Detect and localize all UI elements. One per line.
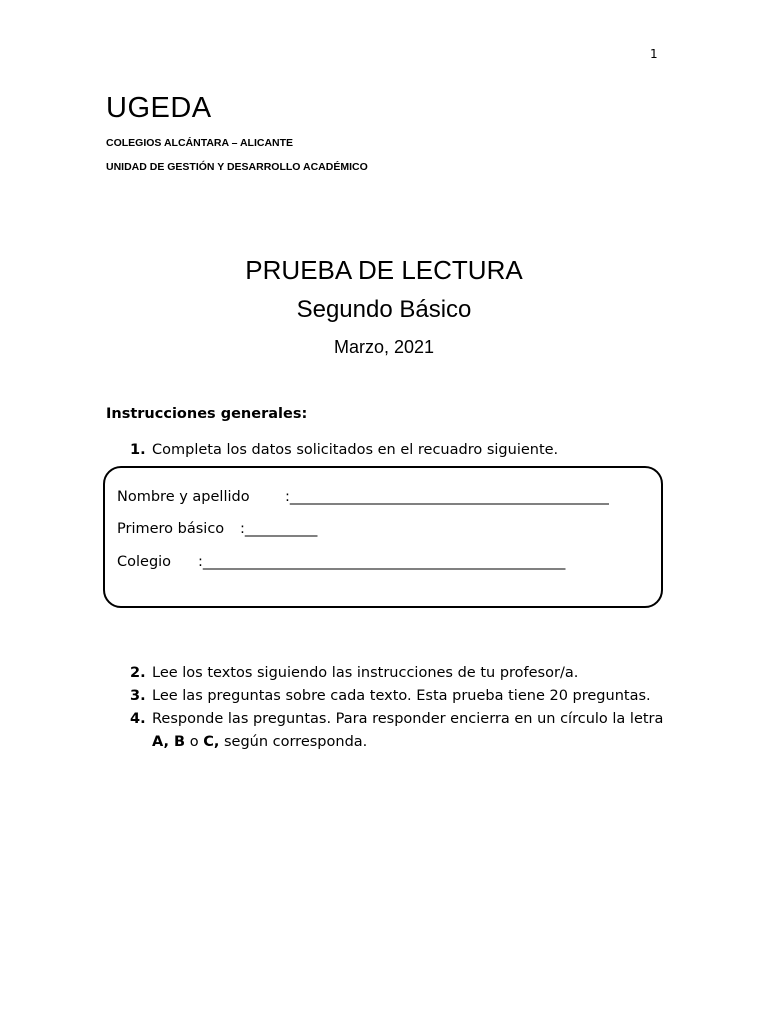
organization-title: UGEDA <box>106 92 212 124</box>
list-text: Responde las preguntas. Para responder encierra en un círculo la letra <box>152 711 664 727</box>
option-letters-ab: A, B <box>152 734 186 750</box>
page-number: 1 <box>650 47 658 61</box>
school-name: COLEGIOS ALCÁNTARA – ALICANTE <box>106 137 294 149</box>
name-field-row <box>117 489 609 505</box>
list-item <box>130 439 690 462</box>
list-item <box>130 662 690 685</box>
instructions-heading-text: Instrucciones generales <box>106 406 302 422</box>
list-text-continuation <box>130 731 690 754</box>
unit-name: UNIDAD DE GESTIÓN Y DESARROLLO ACADÉMICO <box>106 161 368 173</box>
list-number: 1. <box>130 442 146 458</box>
grade-blank-line[interactable]: __________ <box>244 521 318 537</box>
list-item <box>130 708 690 754</box>
school-colon: : <box>198 554 203 570</box>
list-number: 3. <box>130 688 146 704</box>
list-number: 2. <box>130 665 146 681</box>
document-title: PRUEBA DE LECTURA <box>245 255 523 285</box>
instructions-heading <box>106 406 307 422</box>
grade-field-row <box>117 521 317 537</box>
list-text-end: según corresponda. <box>219 734 368 750</box>
school-label: Colegio <box>117 554 172 570</box>
instructions-heading-colon: : <box>301 406 308 422</box>
school-field-row <box>117 554 565 570</box>
grade-label: Primero básico <box>117 521 225 537</box>
list-text: Lee las preguntas sobre cada texto. Esta prueba tiene 20 preguntas. <box>152 688 651 704</box>
name-label: Nombre y apellido <box>117 489 250 505</box>
list-number: 4. <box>130 711 146 727</box>
document-date: Marzo, 2021 <box>333 337 435 357</box>
student-data-box <box>103 466 663 608</box>
name-colon: : <box>285 489 290 505</box>
option-letter-c: C, <box>203 734 220 750</box>
school-blank-line[interactable]: __________________________________________________ <box>202 554 566 570</box>
list-item <box>130 685 690 708</box>
grade-colon: : <box>240 521 245 537</box>
connector-o: o <box>185 734 204 750</box>
list-text: Completa los datos solicitados en el recuadro siguiente. <box>152 442 559 458</box>
grade-subtitle: Segundo Básico <box>296 296 472 323</box>
list-text: Lee los textos siguiendo las instrucciones de tu profesor/a. <box>152 665 579 681</box>
name-blank-line[interactable]: ____________________________________________ <box>289 489 609 505</box>
